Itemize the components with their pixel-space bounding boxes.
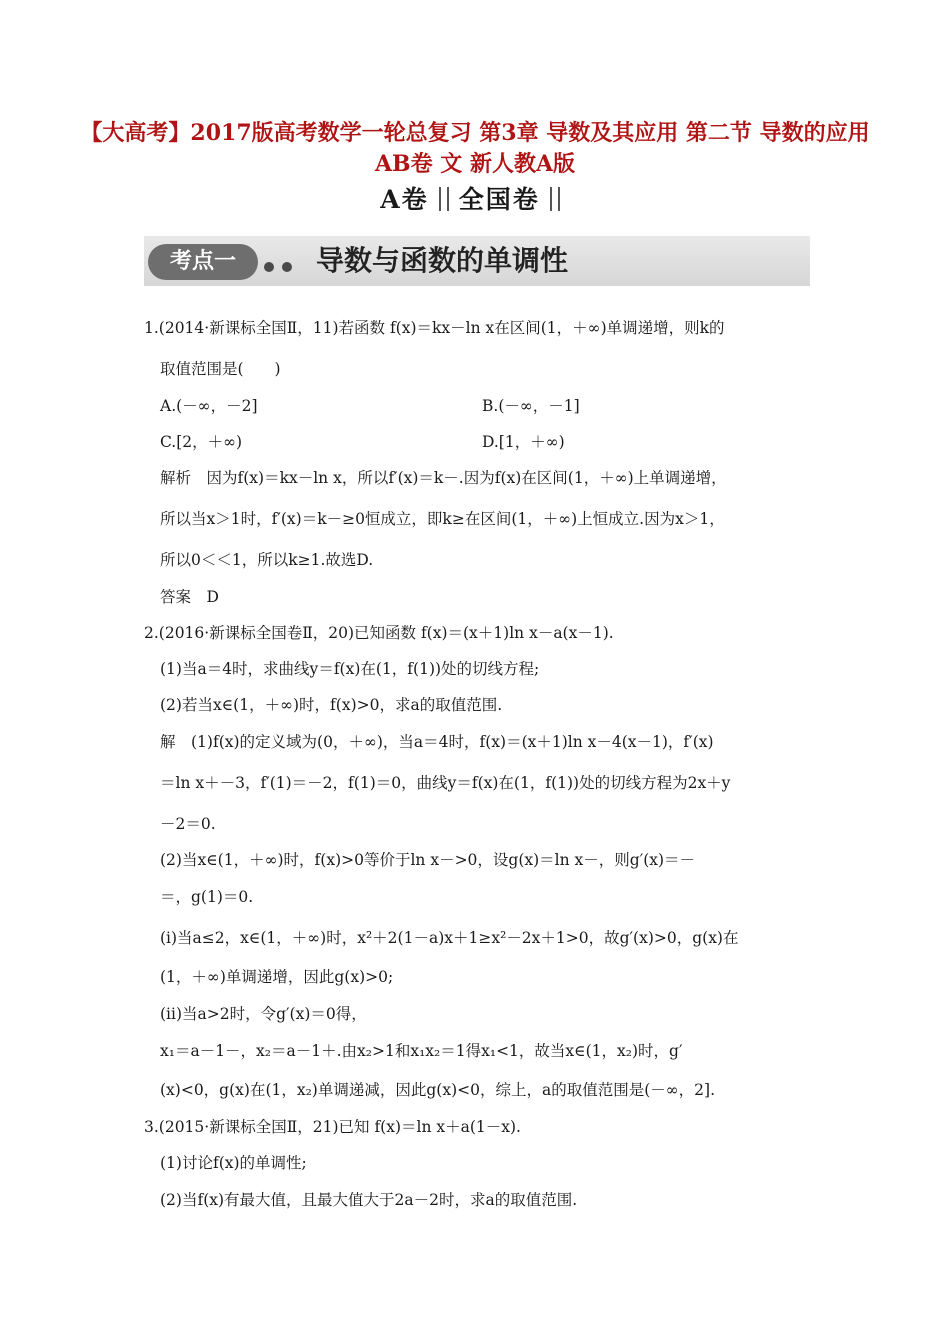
problem-3-part: (1)讨论f(x)的单调性; (160, 1154, 307, 1172)
dot-icon (282, 262, 292, 272)
solution-line: －2＝0. (160, 815, 216, 833)
problem-3-stem: 3.(2015·新课标全国Ⅱ，21)已知 f(x)＝ln x＋a(1－x). (144, 1118, 521, 1136)
solution-line: (1，＋∞)单调递增，因此g(x)>0; (160, 968, 394, 986)
solution-line: ＝，g(1)＝0. (160, 888, 254, 906)
juan-b-label: 全国卷 (458, 185, 540, 214)
solution-line: (x)<0，g(x)在(1，x₂)单调递减，因此g(x)<0，综上，a的取值范围是(－∞，2]. (160, 1081, 715, 1099)
kaodian-title: 导数与函数的单调性 (316, 244, 569, 277)
problem-2-part: (2)若当x∈(1，＋∞)时，f(x)>0，求a的取值范围. (160, 696, 503, 714)
problem-1-stem: 1.(2014·新课标全国Ⅱ，11)若函数 f(x)＝kx－ln x在区间(1，＋∞)单调递增，则k的 (144, 319, 725, 337)
solution-line: (ⅱ)当a>2时，令g′(x)＝0得， (160, 1005, 367, 1023)
double-bar-icon (439, 187, 449, 211)
solution-line: 所以0＜＜1，所以k≥1.故选D. (160, 551, 374, 569)
option-b: B.(－∞，－1] (482, 397, 580, 415)
solution-line: 解析 因为f(x)＝kx－ln x，所以f′(x)＝k－.因为f(x)在区间(1，＋∞)上单调递增， (160, 469, 727, 487)
option-d: D.[1，＋∞) (482, 433, 565, 451)
problem-1-stem-cont: 取值范围是( ) (160, 360, 281, 378)
problem-2-part: (1)当a＝4时，求曲线y＝f(x)在(1，f(1))处的切线方程; (160, 660, 540, 678)
section-heading (0, 180, 950, 216)
solution-line: 解 (1)f(x)的定义域为(0，＋∞)，当a＝4时，f(x)＝(x＋1)ln x－4(x－1)，f′(x) (160, 733, 714, 751)
problem-3-part: (2)当f(x)有最大值，且最大值大于2a－2时，求a的取值范围. (160, 1191, 578, 1209)
solution-line: (ⅰ)当a≤2，x∈(1，＋∞)时，x²＋2(1－a)x＋1≥x²－2x＋1>0，故g′(x)>0，g(x)在 (160, 929, 739, 947)
option-c: C.[2，＋∞) (160, 433, 243, 451)
solution-line: (2)当x∈(1，＋∞)时，f(x)>0等价于ln x－>0，设g(x)＝ln x－，则g′(x)＝－ (160, 851, 696, 869)
problem-2-stem: 2.(2016·新课标全国卷Ⅱ，20)已知函数 f(x)＝(x＋1)ln x－a(x－1). (144, 624, 614, 642)
option-a: A.(－∞，－2] (160, 397, 258, 415)
solution-line: 所以当x＞1时，f′(x)＝k－≥0恒成立，即k≥在区间(1，＋∞)上恒成立.因为x＞1， (160, 510, 725, 528)
kaodian-tag: 考点一 (148, 244, 258, 280)
kaodian-banner (144, 236, 810, 286)
solution-line: ＝ln x＋－3，f′(1)＝－2，f(1)＝0，曲线y＝f(x)在(1，f(1))处的切线方程为2x＋y (160, 774, 731, 792)
juan-a-label: A卷 (380, 185, 429, 214)
solution-line: x₁＝a－1－，x₂＝a－1＋.由x₂>1和x₁x₂＝1得x₁<1，故当x∈(1，x₂)时，g′ (160, 1042, 683, 1060)
document-title: 【大高考】2017版高考数学一轮总复习 第3章 导数及其应用 第二节 导数的应用AB卷 文 新人教A版 (80, 120, 870, 177)
answer-line: 答案 D (160, 588, 219, 606)
double-bar-icon (550, 187, 560, 211)
dot-icon (264, 262, 274, 272)
